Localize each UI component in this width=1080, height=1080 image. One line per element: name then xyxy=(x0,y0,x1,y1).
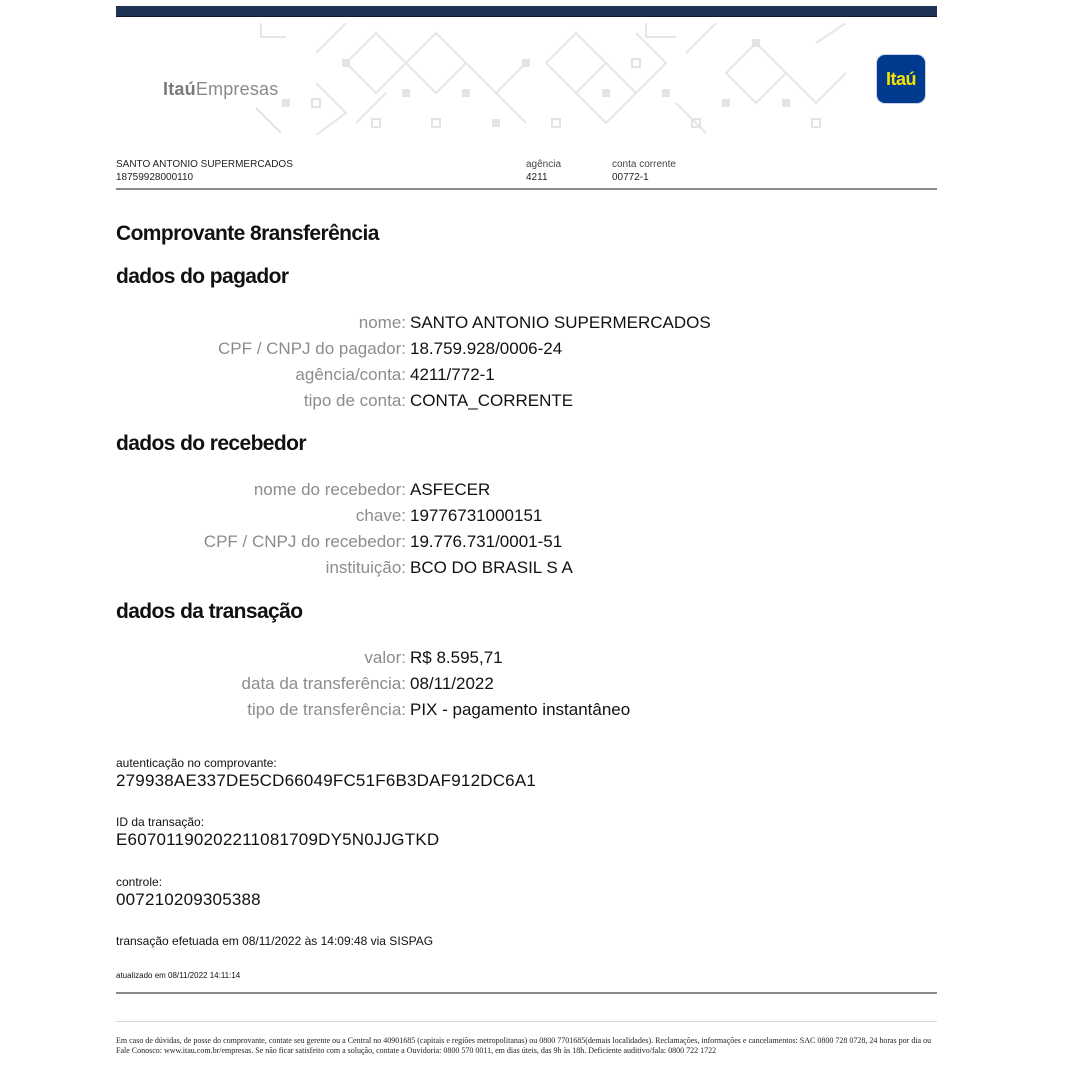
transaction-amount-value: R$ 8.595,71 xyxy=(410,648,503,667)
control-value: 007210209305388 xyxy=(116,890,261,909)
transaction-amount-label: valor: xyxy=(364,648,406,667)
header-banner xyxy=(116,17,937,137)
transaction-amount-row xyxy=(116,645,937,671)
transaction-date-label: data da transferência: xyxy=(241,674,406,693)
payer-account-type-value: CONTA_CORRENTE xyxy=(410,391,574,410)
payer-name-value: SANTO ANTONIO SUPERMERCADOS xyxy=(410,313,711,332)
payer-account-label: agência/conta: xyxy=(295,365,406,384)
receiver-key-label: chave: xyxy=(355,506,406,525)
itau-empresas-wordmark xyxy=(163,79,278,100)
footer-disclaimer: Em caso de dúvidas, de posse do comprovante, contate seu gerente ou a Central no 40901685 (capitais e regiões metropolitanas) ou 0800 7701685(demais localidades). Reclamações, informações e cancelamentos: SAC 0800 728 0728, 24 horas por dia ou Fale Conosco: www.itau.com.br/empresas. Se não ficar satisfeito com a solução, contate a Ouvidoria: 0800 570 0011, em dias úteis, das 9h às 18h. Deficiente auditivo/fala: 0800 722 1722 xyxy=(116,1036,932,1055)
logo-text: Itaú xyxy=(885,68,916,89)
itau-logo xyxy=(877,55,925,103)
payer-name-label: nome: xyxy=(358,313,406,332)
transaction-type-row xyxy=(116,697,937,723)
account-info xyxy=(612,158,676,184)
company-info xyxy=(116,158,293,184)
transaction-id-label: ID da transação: xyxy=(116,815,205,829)
receiver-document-value: 19.776.731/0001-51 xyxy=(410,532,563,551)
receipt-page xyxy=(116,0,937,1080)
payer-account-value: 4211/772-1 xyxy=(410,365,495,384)
payer-name-row xyxy=(116,310,937,336)
account-info-row xyxy=(116,158,937,184)
company-document: 18759928000110 xyxy=(116,172,194,183)
header-top-bar xyxy=(116,6,937,17)
document-title: Comprovante 8ransferência xyxy=(116,222,379,245)
receiver-name-value: ASFECER xyxy=(410,480,491,499)
receiver-section-title: dados do recebedor xyxy=(116,432,306,455)
transaction-type-label: tipo de transferência: xyxy=(247,700,406,719)
receiver-key-row xyxy=(116,503,937,529)
brand-bold: Itaú xyxy=(163,79,196,99)
receiver-institution-row xyxy=(116,555,937,581)
control-label: controle: xyxy=(116,875,163,889)
transaction-id-value: E60701190202211081709DY5N0JJGTKD xyxy=(116,830,440,849)
updated-text: atualizado em 08/11/2022 14:11:14 xyxy=(116,971,241,980)
company-name: SANTO ANTONIO SUPERMERCADOS xyxy=(116,159,293,170)
account-label: conta corrente xyxy=(612,159,676,170)
receiver-name-row xyxy=(116,477,937,503)
receiver-document-row xyxy=(116,529,937,555)
transaction-date-row xyxy=(116,671,937,697)
payer-document-label: CPF / CNPJ do pagador: xyxy=(217,339,406,358)
footer-thin-divider xyxy=(116,1021,937,1022)
authentication-label: autenticação no comprovante: xyxy=(116,756,277,770)
agency-info xyxy=(526,158,561,184)
decorative-pattern xyxy=(256,23,856,135)
brand-light: Empresas xyxy=(195,79,279,99)
header-divider xyxy=(116,188,937,190)
transaction-type-value: PIX - pagamento instantâneo xyxy=(410,700,631,719)
agency-label: agência xyxy=(526,159,562,170)
authentication-value: 279938AE337DE5CD66049FC51F6B3DAF912DC6A1 xyxy=(116,771,537,790)
agency-value: 4211 xyxy=(526,172,548,183)
receiver-institution-label: instituição: xyxy=(325,558,406,577)
payer-document-value: 18.759.928/0006-24 xyxy=(410,339,563,358)
transaction-date-value: 08/11/2022 xyxy=(410,674,494,693)
executed-text: transação efetuada em 08/11/2022 às 14:09:48 via SISPAG xyxy=(116,934,434,948)
receiver-document-label: CPF / CNPJ do recebedor: xyxy=(203,532,406,551)
footer-divider xyxy=(116,992,937,994)
account-value: 00772-1 xyxy=(612,172,649,183)
receiver-institution-value: BCO DO BRASIL S A xyxy=(410,558,573,577)
transaction-section-title: dados da transação xyxy=(116,600,303,623)
payer-section-title: dados do pagador xyxy=(116,265,289,288)
receiver-name-label: nome do recebedor: xyxy=(253,480,406,499)
payer-account-type-label: tipo de conta: xyxy=(303,391,406,410)
payer-account-type-row xyxy=(116,388,937,414)
payer-document-row xyxy=(116,336,937,362)
payer-account-row xyxy=(116,362,937,388)
receiver-key-value: 19776731000151 xyxy=(410,506,543,525)
